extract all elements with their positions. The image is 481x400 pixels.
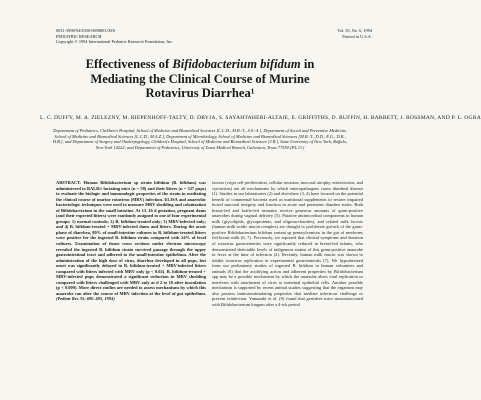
body-column (212, 180, 363, 308)
header-left-line: 0031-3998/94/3506-0690$03.00/0 (56, 28, 116, 33)
journal-header-left (56, 28, 173, 45)
author-list: L. C. DUFFY, M. A. ZIELEZNY, M. RIEPENHOFF-TALTY, D. DRYJA, S. SAYAHTAHERI-ALTAIE, E. GRIFFITHS, D. RUFFIN, H. BARRETT, J. ROSSMAN, AND P. L. OGRA (40, 115, 481, 121)
author-affiliations: Department of Pediatrics, Children's Hospital, School of Medicine and Biomedical Sciences [L.C.D., M.R.-T., S.S.-A.], Department of Social and Preventive Medicine, School of Medicine and Biomedical Sciences [L.C.D., M.A.Z.], Department of Microbiology, School of Medicine and Biomedical Sciences [M.R.-T., D.D., E.G., D.R., H.B.], and Department of Surgery and Otolaryngology, Children's Hospital, School of Medicine and Biomedical Sciences [J.R.], State University of New York, Buffalo, New York 14222; and Department of Pediatrics, University of Texas Medical Branch, Galveston, Texas 77550 [P.L.O.] (52, 128, 348, 150)
abstract-citation: (Pediatr Res 35: 690–695, 1994) (56, 296, 115, 302)
abstract-column (56, 180, 206, 302)
header-left-line: Copyright © 1994 International Pediatric Research Foundation, Inc. (56, 39, 173, 45)
journal-header-right (337, 28, 372, 39)
title-line-3: Rotavirus Diarrhea¹ (145, 86, 255, 101)
abstract-body: Human Bifidobacterium sp strain bifidum (B. bifidum) was administered to BALB/c lactating mice (n = 58) and their litters (n = 327 pups) to evaluate the biologic and immunologic properties of the strain in mediating the clinical course of murine rotavirus (MRV) infection. ELISA and anaerobic bacteriologic techniques were used to measure MRV shedding and colonization of Bifidobacterium in the small intestine. At 13–16 d gestation, pregnant dams (and their expected litters) were randomly assigned to one of four experimental groups: 1) normal controls; 2) B. bifidum-treated only; 3) MRV-infected only; and 4) B. bifidum-treated + MRV-infected dams and litters. During the acute phase of diarrhea, 80% of small-intestine cultures in B. bifidum-treated litters were positive for the ingested B. bifidum strain compared with 24% of fecal cultures. Examination of tissue cross sections under electron microscopy revealed the ingested B. bifidum strain survived passage through the upper gastrointestinal tract and adhered to the small-intestine epithelium. After the administration of the high dose of virus, diarrhea developed in all pups, but onset was significantly delayed in B. bifidum-treated + MRV-infected litters compared with litters infected with MRV only (p < 0.02). B. bifidum-treated + MRV-infected pups demonstrated a significant reduction in MRV shedding compared with litters challenged with MRV only at d 2 to 10 after inoculation (p < 0.009). More direct studies are needed to assess mechanisms by which this anaerobe can alter the course of MRV infection at the level of gut epithelium. (56, 180, 206, 296)
header-left-line: PEDIATRIC RESEARCH (56, 33, 102, 39)
header-right-line: Printed in U.S.A. (342, 33, 372, 39)
header-right-line: Vol. 35, No. 6, 1994 (337, 28, 372, 33)
abstract-paragraph (56, 180, 206, 302)
body-paragraph: factors (crypt cell proliferation, cellular invasion, mucosal atrophy, enterotoxins, and cytotoxins) are all mechanisms by which enteropathogens cause diarrheal disease (1). Studies in our laboratories (2) and elsewhere (3, 4) have focused on the potential benefit of commensal bacteria used as nutritional supplements to restore impaired bowel mucosal integrity and function in acute and persistent diarrhea states. Both breast-fed and bottle-fed neonates receive generous amounts of gram-positive anaerobes during vaginal delivery (5). Putative antimicrobial components in human milk (glycolipids, glycoproteins, and oligosaccharides), and related milk factors (human milk acidic mucin complex) are thought to proliferate growth of the gram-positive Bifidobacterium bifidum variant sp pennsylvanicus in the gut of newborns fed breast milk (6, 7). Previously, we reported that clinical symptoms and duration of rotavirus gastroenteritis were significantly reduced in breast-fed infants, who demonstrated detectable levels of indigenous strains of this gram-positive anaerobe in feces at the time of infection (2). Recently, human milk mucin was shown to inhibit rotavirus replication in experimental gastroenteritis (7). We hypothesized from our preliminary studies of ingested B. bifidum in human volunteers and animals (8) that the acidifying action and adherent properties by Bifidobacterium spp may be a possible mechanism by which the anaerobe alters viral replication or interferes with attachment of virus to intestinal epithelial cells. Another possible mechanism is supported by recent animal studies suggesting that the organism may also possess immunostimulating properties that mediate infectious challenge or prevent reinfection. Yamazaki et al. (9) found that germfree mice monoassociated with Bifidobacterium longum after a 4-wk period (212, 180, 363, 308)
article-title (40, 57, 360, 101)
title-line-1: Effectiveness of Bifidobacterium bifidum in (85, 57, 315, 71)
abstract-label: ABSTRACT. (56, 180, 81, 185)
title-line-2: Mediating the Clinical Course of Murine (90, 71, 310, 86)
